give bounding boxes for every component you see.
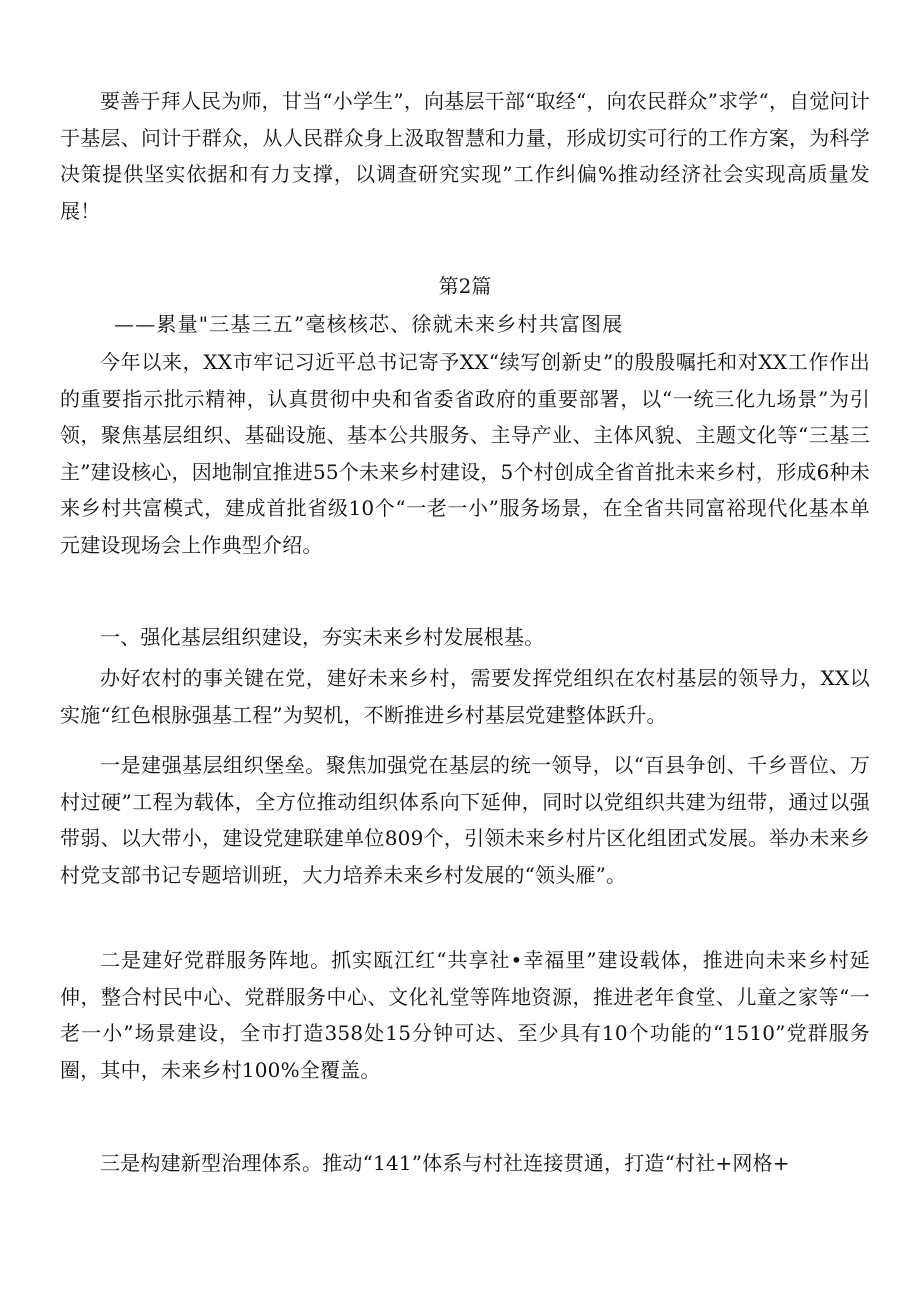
paragraph-intro-end: 要善于拜人民为师，甘当“小学生”，向基层干部“取经“，向农民群众”求学“，自觉问计于基层、问计于群众，从人民群众身上汲取智慧和力量，形成切实可行的工作方案，为科学决策提供坚实依据和有力支撑，以调查研究实现”工作纠偏%推动经济社会实现高质量发展！ (60, 89, 870, 223)
paragraph-5: 二是建好党群服务阵地。抓实瓯江红“共享社•幸福里”建设载体，推进向未来乡村延伸，整合村民中心、党群服务中心、文化礼堂等阵地资源，推进老年食堂、儿童之家等“一老一小”场景建设，全市打造358处15分钟可达、至少具有10个功能的“1510”党群服务圈，其中，未来乡村100%全覆盖。 (60, 948, 870, 1082)
section-subtitle: ——累量"三基三五”毫核核芯、徐就未来乡村共富图展 (114, 312, 624, 336)
paragraph-3: 办好农村的事关键在党，建好未来乡村，需要发挥党组织在农村基层的领导力，XX以实施“红色根脉强基工程”为契机，不断推进乡村基层党建整体跃升。 (60, 666, 870, 727)
section-title: 第2篇 (438, 274, 492, 298)
paragraph-6: 三是构建新型治理体系。推动“141”体系与村社连接贯通，打造“村社+网格+ (100, 1151, 790, 1175)
paragraph-4: 一是建强基层组织堡垒。聚焦加强党在基层的统一领导，以“百县争创、千乡晋位、万村过硬”工程为载体，全方位推动组织体系向下延伸，同时以党组织共建为纽带，通过以强带弱、以大带小，建设党建联建单位809个，引领未来乡村片区化组团式发展。举办未来乡村党支部书记专题培训班，大力培养未来乡村发展的“领头雁”。 (60, 753, 870, 887)
paragraph-1: 今年以来，XX市牢记习近平总书记寄予XX“续写创新史”的殷殷嘱托和对XX工作作出的重要指示批示精神，认真贯彻中央和省委省政府的重要部署，以“一统三化九场景”为引领，聚焦基层组织、基础设施、基本公共服务、主导产业、主体风貌、主题文化等“三基三主”建设核心，因地制宜推进55个未来乡村建设，5个村创成全省首批未来乡村，形成6种未来乡村共富模式，建成首批省级10个“一老一小”服务场景，在全省共同富裕现代化基本单元建设现场会上作典型介绍。 (60, 350, 870, 557)
paragraph-2: 一、强化基层组织建设，夯实未来乡村发展根基。 (100, 625, 545, 649)
